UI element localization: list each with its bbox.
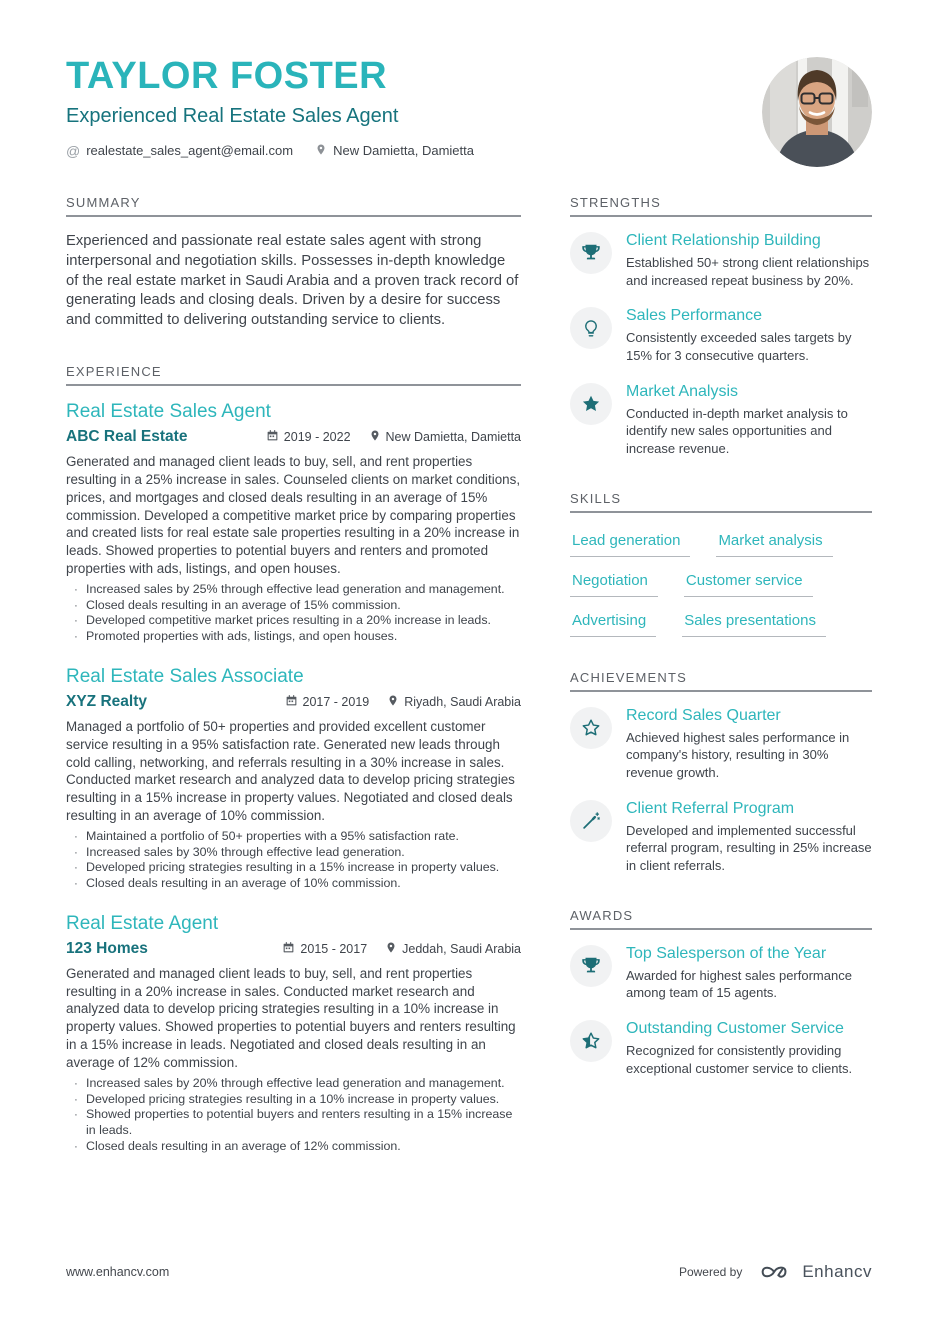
location-text: New Damietta, Damietta: [385, 430, 521, 445]
location-pin-icon: [369, 429, 381, 445]
summary-text: Experienced and passionate real estate sales agent with strong interpersonal and negotiation skills. Possesses in-depth knowledge of the real estate market in Saudi Arabia and a proven track record of generating leads and closing deals. Driven by a desire for success and committed to delivering outstanding service to clients.: [66, 233, 519, 329]
bullet-dot: ·: [73, 844, 79, 859]
header-text: [66, 57, 474, 159]
skill-tag: Market analysis: [716, 532, 832, 557]
summary-heading: SUMMARY: [66, 195, 521, 217]
bullet-text: Increased sales by 20% through effective lead generation and management.: [86, 1075, 505, 1090]
skill-tag: Customer service: [684, 572, 813, 597]
trophy-icon: [570, 232, 612, 274]
location-text: New Damietta, Damietta: [333, 143, 474, 159]
award-text: Awarded for highest sales performance among team of 15 agents.: [626, 967, 852, 1001]
job-bullet: [66, 860, 521, 876]
trophy-icon: [570, 945, 612, 987]
job-meta-row: [66, 693, 521, 711]
achievement-title: Record Sales Quarter: [626, 706, 781, 724]
location-contact: [315, 143, 474, 159]
footer: [66, 1260, 872, 1330]
left-column: [66, 195, 521, 1188]
bullet-text: Developed competitive market prices resulting in a 20% increase in leads.: [86, 613, 491, 628]
job-bullet: [66, 876, 521, 892]
magic-wand-icon: [570, 800, 612, 842]
experience-entry: [66, 401, 521, 645]
strength-text: Consistently exceeded sales targets by 15% for 3 consecutive quarters.: [626, 330, 852, 364]
strength-title: Market Analysis: [626, 382, 739, 400]
achievement-text: Developed and implemented successful referral program, resulting in 25% increase in client referrals.: [626, 822, 872, 874]
bullet-dot: ·: [73, 629, 79, 644]
job-location: [385, 941, 521, 957]
award-text: Recognized for consistently providing exceptional customer service to clients.: [626, 1043, 853, 1076]
bullet-dot: ·: [73, 860, 79, 875]
content-columns: [66, 195, 872, 1188]
lightbulb-icon: [570, 307, 612, 349]
skills-heading: SKILLS: [570, 491, 872, 513]
location-pin-icon: [315, 143, 327, 159]
bullet-text: Closed deals resulting in an average of 12% commission.: [86, 1138, 401, 1153]
job-location: [387, 694, 521, 710]
achievement-item: [570, 707, 872, 782]
calendar-icon: [285, 694, 298, 710]
star-badge-icon: [570, 1020, 612, 1062]
skill-tag: Sales presentations: [682, 612, 826, 637]
dates-text: 2015 - 2017: [300, 941, 368, 956]
bullet-text: Closed deals resulting in an average of 10% commission.: [86, 876, 401, 891]
strength-item: [570, 232, 872, 289]
star-outline-icon: [570, 707, 612, 749]
location-pin-icon: [385, 941, 397, 957]
bullet-dot: ·: [73, 597, 79, 612]
job-bullet: [66, 1076, 521, 1092]
enhancv-logo-icon: [756, 1260, 872, 1284]
dates-text: 2019 - 2022: [283, 430, 351, 445]
contact-row: [66, 143, 474, 159]
strength-content: [626, 232, 872, 289]
strength-item: [570, 307, 872, 364]
job-title: Real Estate Sales Associate: [66, 665, 304, 687]
bullet-text: Developed pricing strategies resulting in a 15% increase in property values.: [86, 860, 500, 875]
job-bullet: [66, 1139, 521, 1155]
strength-title: Sales Performance: [626, 307, 763, 325]
experience-section: [66, 364, 521, 1154]
award-title: Top Salesperson of the Year: [626, 944, 827, 962]
job-bullet: [66, 582, 521, 598]
bullet-text: Increased sales by 30% through effective lead generation.: [86, 844, 405, 859]
experience-heading: EXPERIENCE: [66, 364, 521, 386]
location-pin-icon: [387, 694, 399, 710]
achievement-content: [626, 707, 872, 782]
bullet-text: Maintained a portfolio of 50+ properties with a 95% satisfaction rate.: [86, 828, 459, 843]
avatar: [762, 57, 872, 167]
job-meta-row: [66, 940, 521, 958]
job-title: Real Estate Agent: [66, 912, 219, 934]
location-text: Riyadh, Saudi Arabia: [404, 694, 521, 709]
skills-section: [570, 491, 872, 637]
calendar-icon: [266, 429, 279, 445]
job-bullet: [66, 598, 521, 614]
skill-tag: Advertising: [570, 612, 656, 637]
bullet-dot: ·: [73, 876, 79, 891]
website-link[interactable]: www.enhancv.com: [66, 1265, 170, 1279]
header: [66, 57, 872, 167]
strengths-section: [570, 195, 872, 458]
awards-section: [570, 908, 872, 1078]
achievement-content: [626, 800, 872, 875]
job-dates: [266, 429, 351, 445]
bullet-text: Developed pricing strategies resulting in a 10% increase in property values.: [86, 1091, 500, 1106]
job-dates: [282, 941, 367, 957]
bullet-text: Showed properties to potential buyers and renters resulting in a 15% increase in leads.: [86, 1107, 513, 1138]
bullet-dot: ·: [73, 581, 79, 596]
achievement-item: [570, 800, 872, 875]
job-dates: [285, 694, 370, 710]
award-item: [570, 945, 872, 1002]
award-content: [626, 1020, 872, 1077]
location-text: Jeddah, Saudi Arabia: [402, 941, 521, 956]
bullet-dot: ·: [73, 1138, 79, 1153]
award-item: [570, 1020, 872, 1077]
footer-branding[interactable]: [679, 1260, 872, 1284]
bullet-dot: ·: [73, 1091, 79, 1106]
bullet-text: Closed deals resulting in an average of 15% commission.: [86, 597, 401, 612]
strength-text: Established 50+ strong client relationships and increased repeat business by 20%.: [626, 255, 870, 288]
powered-by-label: Powered by: [678, 1265, 743, 1279]
star-icon: [570, 383, 612, 425]
experience-entry: [66, 913, 521, 1155]
dates-text: 2017 - 2019: [302, 694, 370, 709]
email-text: realestate_sales_agent@email.com: [86, 143, 294, 159]
at-icon: @: [66, 142, 81, 159]
job-meta-row: [66, 428, 521, 446]
page-title: TAYLOR FOSTER: [66, 55, 388, 97]
calendar-icon: [282, 941, 295, 957]
company-name: ABC Real Estate: [66, 428, 188, 446]
achievements-heading: ACHIEVEMENTS: [570, 670, 872, 692]
skills-list: [570, 528, 872, 637]
bullet-dot: ·: [73, 828, 79, 843]
awards-heading: AWARDS: [570, 908, 872, 930]
bullet-text: Promoted properties with ads, listings, and open houses.: [86, 629, 398, 644]
summary-section: [66, 195, 521, 331]
avatar-photo-illustration: [762, 57, 872, 167]
strengths-heading: STRENGTHS: [570, 195, 872, 217]
brand-name: Enhancv: [802, 1262, 872, 1281]
job-description: Generated and managed client leads to buy, sell, and rent properties resulting in a 20% increase in sales. Conducted market research and analyzed data to develop pricing strategies resulting in a 10% increase in property values. Showed properties to potential buyers and renters resulting in a 15% increase in leads. Negotiated and closed deals resulting in an average of 12% commission.: [66, 965, 516, 1070]
strength-content: [626, 383, 872, 458]
strength-text: Conducted in-depth market analysis to identify new sales opportunities and increase revenue.: [626, 405, 848, 457]
skill-tag: Lead generation: [570, 532, 690, 557]
award-title: Outstanding Customer Service: [626, 1020, 844, 1038]
achievements-section: [570, 670, 872, 875]
award-content: [626, 945, 872, 1002]
job-description: Generated and managed client leads to buy, sell, and rent properties resulting in a 25% increase in sales. Counseled clients on market conditions, prices, and mortgages and closed deals resulting in an average of 15% commission. Developed a competitive market price by comparing properties and created lists for real estate sale properties resulting in a 20% increase in leads. Showed properties to potential buyers and renters and promoted properties with ads, listings, and open houses.: [66, 454, 521, 577]
job-description: Managed a portfolio of 50+ properties and provided excellent customer service resulting in a 95% satisfaction rate. Generated new leads through cold calling, networking, and referrals resulting in a 30% increase in sales. Conducted market research and analyzed data to develop pricing strategies resulting in a 15% increase in property values. Negotiated and closed deals resulting in an average of 10% commission.: [66, 718, 515, 823]
job-bullet: [66, 613, 521, 629]
job-bullet: [66, 1107, 521, 1139]
company-name: XYZ Realty: [66, 692, 147, 710]
strength-content: [626, 307, 872, 364]
company-name: 123 Homes: [66, 939, 148, 957]
bullet-dot: ·: [73, 613, 79, 628]
experience-entry: [66, 666, 521, 892]
right-column: [570, 195, 872, 1188]
job-location: [369, 429, 521, 445]
job-title: Real Estate Sales Agent: [66, 401, 271, 423]
job-bullet: [66, 845, 521, 861]
strength-title: Client Relationship Building: [626, 232, 821, 249]
achievement-text: Achieved highest sales performance in company's history, resulting in 30% revenue growth.: [626, 729, 850, 781]
job-bullet: [66, 1092, 521, 1108]
strength-item: [570, 383, 872, 458]
bullet-dot: ·: [73, 1107, 79, 1122]
email-contact[interactable]: [66, 143, 293, 159]
bullet-dot: ·: [73, 1075, 79, 1090]
skill-tag: Negotiation: [570, 572, 658, 597]
achievement-title: Client Referral Program: [626, 799, 795, 817]
bullet-text: Increased sales by 25% through effective lead generation and management.: [86, 581, 505, 596]
job-bullet: [66, 629, 521, 645]
job-headline: Experienced Real Estate Sales Agent: [66, 104, 399, 127]
job-bullet: [66, 829, 521, 845]
